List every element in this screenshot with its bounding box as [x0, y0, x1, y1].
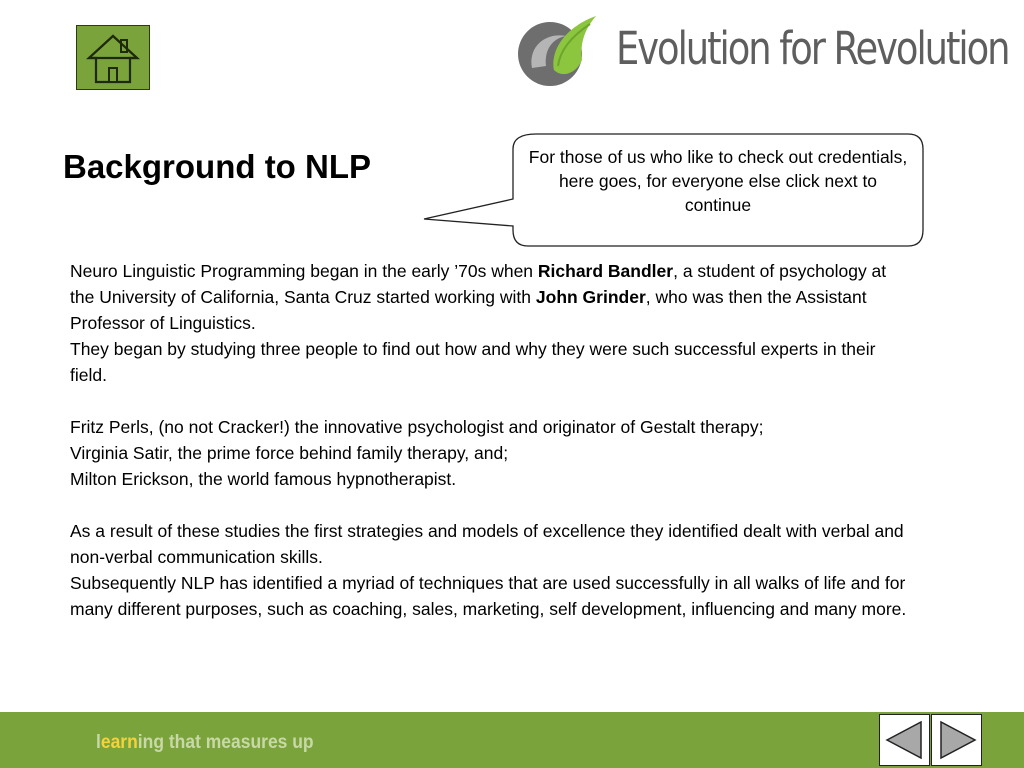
brand-name: Evolution for Revolution	[616, 21, 1009, 75]
tagline-part: l	[96, 732, 101, 753]
home-button[interactable]	[76, 25, 150, 90]
paragraph-origins	[70, 258, 910, 336]
paragraph-results: As a result of these studies the first strategies and models of excellence they identified dealt with verbal and non-verbal communication skills.	[70, 521, 904, 567]
tagline	[96, 732, 314, 754]
arrow-left-icon	[883, 718, 927, 762]
paragraph-erickson: Milton Erickson, the world famous hypnotherapist.	[70, 469, 457, 489]
body-content	[70, 258, 910, 622]
tagline-part: ing that measures up	[137, 732, 314, 753]
person-name-grinder: John Grinder	[535, 287, 646, 307]
person-name-bandler: Richard Bandler	[537, 261, 674, 281]
brand-logo	[514, 8, 1009, 88]
callout-text: For those of us who like to check out credentials, here goes, for everyone else click next to continue	[528, 147, 908, 215]
paragraph-perls: Fritz Perls, (no not Cracker!) the innovative psychologist and originator of Gestalt therapy;	[70, 417, 764, 437]
body-text-span: Neuro Linguistic Programming began in the early ’70s when	[70, 261, 538, 281]
paragraph-study: They began by studying three people to find out how and why they were such successful experts in their field.	[70, 339, 876, 385]
next-button[interactable]	[931, 714, 982, 766]
body-text-span: , a student of psychology at the University of California, Santa Cruz started working with	[70, 261, 887, 307]
paragraph-satir: Virginia Satir, the prime force behind family therapy, and;	[70, 443, 509, 463]
previous-button[interactable]	[879, 714, 930, 766]
arrow-right-icon	[935, 718, 979, 762]
spacer	[70, 388, 910, 414]
tagline-highlight: earn	[100, 732, 138, 753]
page-title: Background to NLP	[63, 148, 372, 185]
spacer	[70, 492, 910, 518]
paragraph-techniques: Subsequently NLP has identified a myriad of techniques that are used successfully in all walks of life and for many different purposes, such as coaching, sales, marketing, self development, influencing and many more.	[70, 573, 907, 619]
swirl-logo-icon	[514, 8, 604, 88]
home-icon	[85, 30, 141, 86]
body-text-span: , who was then the Assistant Professor of Linguistics.	[70, 287, 867, 333]
